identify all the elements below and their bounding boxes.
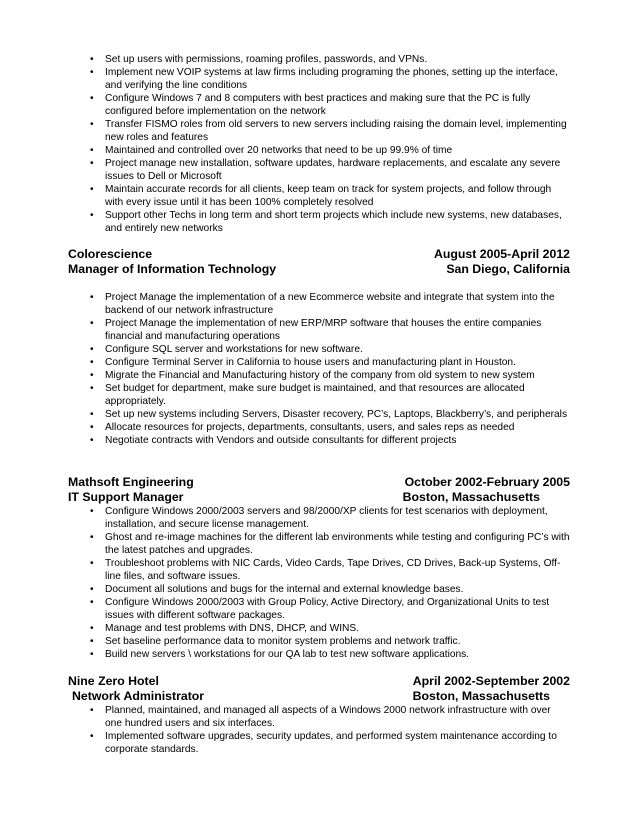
list-item: • Configure Windows 7 and 8 computers with best practices and making sure that the PC is fully configured before implementation on the network (90, 92, 570, 118)
list-item: • Maintained and controlled over 20 networks that need to be up 99.9% of time (90, 144, 570, 157)
job-dates: October 2002-February 2005 (404, 475, 570, 489)
job-location: Boston, Massachusetts (412, 689, 550, 703)
list-item: • Maintain accurate records for all clients, keep team on track for system projects, and follow through with every issue until it has been 100% completely resolved (90, 183, 570, 209)
list-item: • Project manage new installation, software updates, hardware replacements, and escalate any severe issues to Dell or Microsoft (90, 157, 570, 183)
company-name: Mathsoft Engineering (68, 475, 194, 489)
bullet-list-mathsoft (90, 505, 570, 661)
job-location: Boston, Massachusetts (402, 490, 540, 504)
list-item: • Implemented software upgrades, security updates, and performed system maintenance according to corporate standards. (90, 730, 570, 756)
list-item: • Configure Windows 2000/2003 with Group Policy, Active Directory, and Organizational Units to test issues with different software packages. (90, 596, 570, 622)
bullet-list-nine-zero (90, 704, 570, 756)
list-item: • Build new servers \ workstations for our QA lab to test new software applications. (90, 648, 570, 661)
list-item: • Set budget for department, make sure budget is maintained, and that resources are allocated appropriately. (90, 382, 570, 408)
list-item: • Planned, maintained, and managed all aspects of a Windows 2000 network infrastructure with over one hundred users and six interfaces. (90, 704, 570, 730)
list-item: • Document all solutions and bugs for the internal and external knowledge bases. (90, 583, 570, 596)
list-item: • Configure SQL server and workstations for new software. (90, 343, 570, 356)
job-dates: August 2005-April 2012 (434, 247, 570, 261)
company-name: Colorescience (68, 247, 153, 261)
list-item: • Support other Techs in long term and short term projects which include new systems, new databases, and entirely new networks (90, 209, 570, 235)
list-item: • Transfer FISMO roles from old servers to new servers including raising the domain level, implementing new roles and features (90, 118, 570, 144)
job-title: Manager of Information Technology (68, 262, 277, 276)
job-location: San Diego, California (446, 262, 570, 276)
list-item: • Ghost and re-image machines for the different lab environments while testing and configuring PC’s with the latest patches and upgrades. (90, 531, 570, 557)
job-title: Network Administrator (72, 689, 205, 703)
list-item: • Negotiate contracts with Vendors and outside consultants for different projects (90, 434, 570, 447)
list-item: • Configure Windows 2000/2003 servers and 98/2000/XP clients for test scenarios with deployment, installation, and secure license management. (90, 505, 570, 531)
job-header-mathsoft (68, 475, 570, 505)
company-name: Nine Zero Hotel (68, 674, 159, 688)
list-item: • Allocate resources for projects, departments, consultants, users, and sales reps as needed (90, 421, 570, 434)
job-dates: April 2002-September 2002 (412, 674, 570, 688)
list-item: • Migrate the Financial and Manufacturing history of the company from old system to new system (90, 369, 570, 382)
list-item: • Set baseline performance data to monitor system problems and network traffic. (90, 635, 570, 648)
job-header-nine-zero (68, 674, 570, 704)
list-item: • Configure Terminal Server in California to house users and manufacturing plant in Houston. (90, 356, 570, 369)
bullet-list-colorescience (90, 291, 570, 447)
list-item: • Implement new VOIP systems at law firms including programing the phones, setting up the interface, and verifying the line conditions (90, 66, 570, 92)
list-item: • Manage and test problems with DNS, DHCP, and WINS. (90, 622, 570, 635)
list-item: • Set up users with permissions, roaming profiles, passwords, and VPNs. (90, 53, 570, 66)
list-item: • Project Manage the implementation of new ERP/MRP software that houses the entire companies financial and manufacturing operations (90, 317, 570, 343)
job-header-colorescience (68, 247, 570, 277)
bullet-list-previous-role (90, 53, 570, 235)
list-item: • Troubleshoot problems with NIC Cards, Video Cards, Tape Drives, CD Drives, Back-up Systems, Off-line files, and software issues. (90, 557, 570, 583)
list-item: • Set up new systems including Servers, Disaster recovery, PC’s, Laptops, Blackberry’s, and peripherals (90, 408, 570, 421)
list-item: • Project Manage the implementation of a new Ecommerce website and integrate that system into the backend of our network infrastructure (90, 291, 570, 317)
job-title: IT Support Manager (68, 490, 184, 504)
